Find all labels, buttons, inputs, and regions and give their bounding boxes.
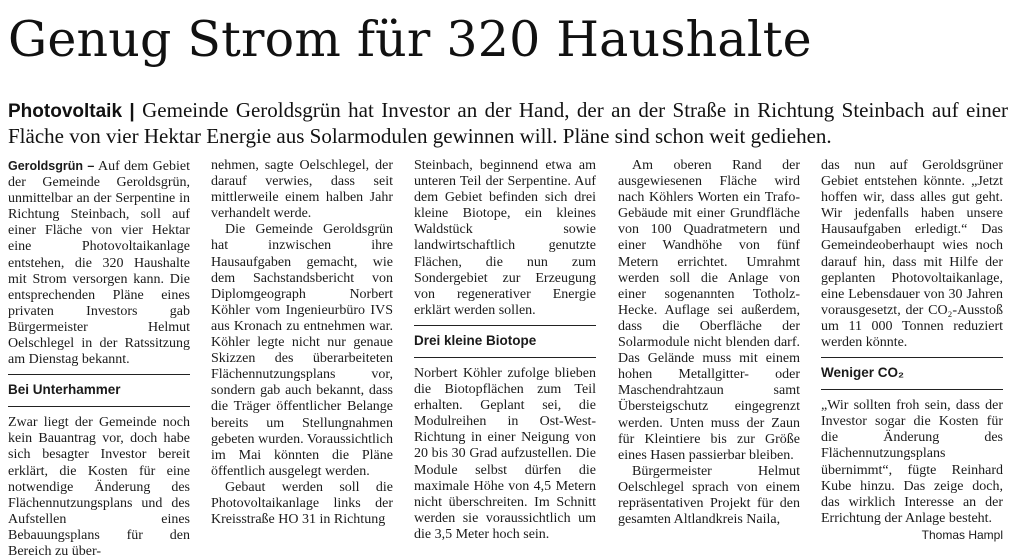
paragraph: Am oberen Rand der ausgewiesenen Fläche wird nach Köhlers Worten ein Trafo-Gebäude mit einer Grundfläche von 100 Quadratmetern und einer Wandhöhe von fünf Metern errichtet. Umrahmt werden soll die Anlage von einer sogenannten Totholz-Hecke. Auflage sei außerdem, dass die Oberfläche der Solarmodule nicht blenden darf. Das Gelände muss mit einem hohen Metallgitter- oder Maschendrahtzaun samt Übersteigschutz eingegrenzt werden. Unten muss der Zaun für Kleintiere bis zur Größe eines Hasen passierbar bleiben. <box>618 158 800 463</box>
paragraph: Norbert Köhler zufolge blieben die Biotopflächen zum Teil erhalten. Geplant sei, die Modulreihen in Ost-West-Richtung in einer Neigung von 20 bis 30 Grad aufzustellen. Die Module selbst dürfen die maximale Höhe von 4,5 Metern nicht überschreiten. Im Schnitt werden sie voraussichtlich um die 3,5 Meter hoch sein. <box>414 365 596 542</box>
paragraph <box>821 398 1003 542</box>
paragraph: Zwar liegt der Gemeinde noch kein Bauantrag vor, doch habe sich besagter Investor bereit erklärt, die Kosten für eine notwendige Änderung des Flächennutzungsplans und des Aufstellen eines Bebauungsplans für den Bereich zu über- <box>8 415 190 559</box>
paragraph: nehmen, sagte Oelschlegel, der darauf verwies, dass seit mittlerweile einem halben Jahr verhandelt werde. <box>211 158 393 222</box>
article-headline: Genug Strom für 320 Haushalte <box>8 11 812 68</box>
paragraph-text: „Wir sollten froh sein, dass der Investor sogar die Kosten für die Änderung des Flächennutzungsplans übernimmt“, fügte Reinhard Kube hinzu. Das zeige doch, das wirklich Interesse an der Errichtung der Anlage besteht. <box>821 398 1003 526</box>
article-column-2 <box>211 158 393 528</box>
subheading: Drei kleine Biotope <box>414 325 596 358</box>
article-column-1 <box>8 158 190 560</box>
article-column-3 <box>414 158 596 543</box>
subheading: Weniger CO₂ <box>821 357 1003 390</box>
article-column-4 <box>618 158 800 528</box>
paragraph: Bürgermeister Helmut Oelschlegel sprach von einem repräsentativen Projekt für den gesamten Altlandkreis Naila, <box>618 463 800 528</box>
paragraph: Gebaut werden soll die Photovoltaikanlage links der Kreisstraße HO 31 in Richtung <box>211 479 393 528</box>
paragraph: das nun auf Geroldsgrüner Gebiet entstehen könnte. „Jetzt hoffen wir, dass alles gut geht. Wir jedenfalls haben unsere Hausaufgaben erledigt.“ Das Gemeindeoberhaupt wies noch darauf hin, dass mit Hilfe der geplanten Photovoltaikanlage, eine Lebensdauer von 30 Jahren vorausgesetzt, der CO₂-Ausstoß um 11 000 Tonnen reduziert werden könnte. <box>821 158 1003 351</box>
subheading: Bei Unterhammer <box>8 374 190 407</box>
deck-text: Gemeinde Geroldsgrün hat Investor an der Hand, der an der Straße in Richtung Steinbach auf einer Fläche von vier Hektar Energie aus Solarmodulen gewinnen will. Pläne sind schon weit gediehen. <box>8 98 1009 148</box>
paragraph: Die Gemeinde Geroldsgrün hat inzwischen ihre Hausaufgaben gemacht, wie dem Sachstandsbericht von Diplomgeograph Norbert Köhler vom Ingenieurbüro IVS aus Kronach zu entnehmen war. Köhler legte nicht nur genaue Skizzen des überarbeiteten Flächennutzungsplans vor, sondern gab auch bekannt, dass die Träger öffentlicher Belange bereits um Stellungnahmen gebeten wurden. Voraussichtlich im Mai könnten die Pläne öffentlich ausgelegt werden. <box>211 222 393 479</box>
paragraph: Steinbach, beginnend etwa am unteren Teil der Serpentine. Auf dem Gebiet befinden sich drei kleine Biotope, ein kleines Waldstück sowie landwirtschaftlich genutzte Flächen, die nun zum Sondergebiet zur Erzeugung von regenerativer Energie erklärt werden sollen. <box>414 158 596 318</box>
article-deck <box>8 98 1008 149</box>
dateline: Geroldsgrün – <box>8 159 95 173</box>
deck-kicker: Photovoltaik | <box>8 101 135 122</box>
article-column-5 <box>821 158 1003 543</box>
author-byline: Thomas Hampl <box>921 527 1003 542</box>
paragraph: Auf dem Gebiet der Gemeinde Geroldsgrün, unmittelbar an der Serpentine in Richtung Steinbach, soll auf einer Fläche von vier Hektar eine Photovoltaikanlage entstehen, die 320 Haushalte mit Strom versorgen kann. Die entsprechenden Pläne eines privaten Investors gab Bürgermeister Helmut Oelschlegel in der Ratssitzung am Dienstag bekannt. <box>8 159 190 368</box>
